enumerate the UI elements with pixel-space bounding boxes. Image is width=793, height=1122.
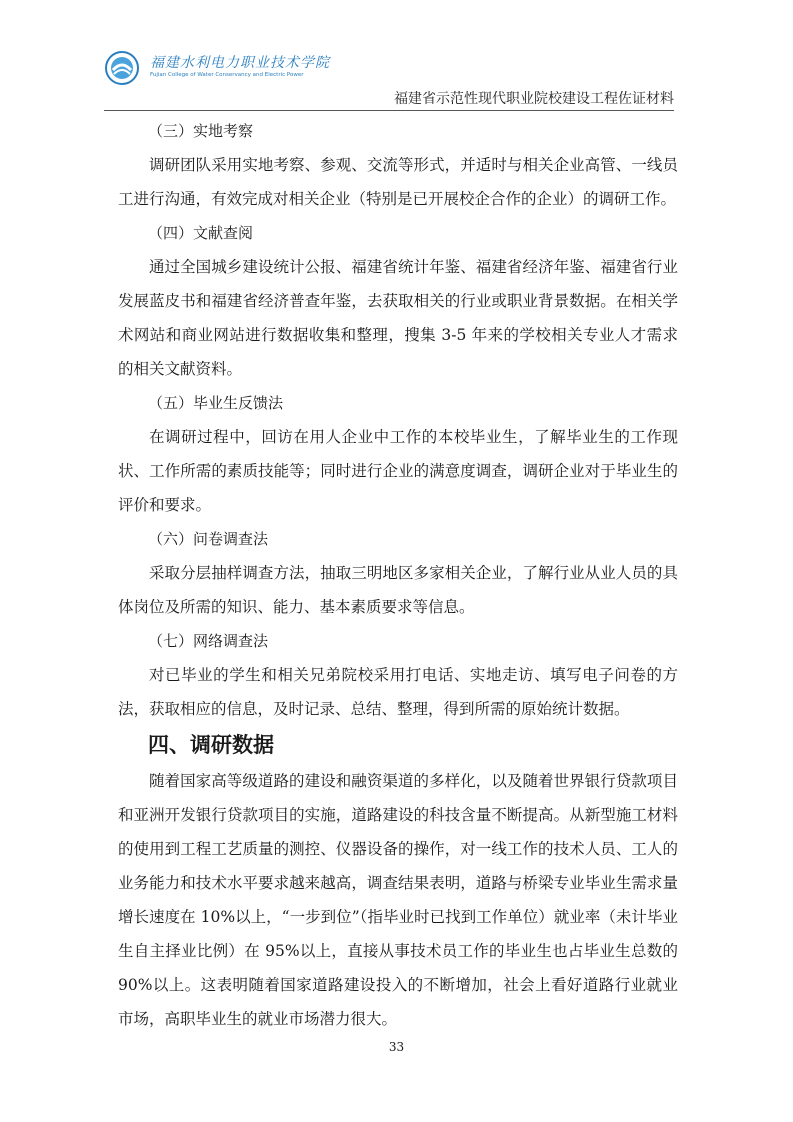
paragraph: 调研团队采用实地考察、参观、交流等形式，并适时与相关企业高管、一线员工进行沟通，有效完成对相关企业（特别是已开展校企合作的企业）的调研工作。 — [118, 156, 678, 208]
document-body — [118, 114, 678, 1036]
section-heading: 四、调研数据 — [148, 733, 274, 757]
page-header — [104, 50, 674, 110]
paragraph: 采取分层抽样调查方法，抽取三明地区多家相关企业，了解行业从业人员的具体岗位及所需的知识、能力、基本素质要求等信息。 — [118, 564, 678, 616]
subsection-heading: （七）网络调查法 — [148, 632, 269, 650]
paragraph: 对已毕业的学生和相关兄弟院校采用打电话、实地走访、填写电子问卷的方法，获取相应的信息，及时记录、总结、整理，得到所需的原始统计数据。 — [118, 666, 678, 718]
logo-text-cn: 福建水利电力职业技术学院 — [150, 55, 330, 71]
college-logo-icon — [104, 50, 140, 86]
subsection-heading: （四）文献查阅 — [148, 224, 254, 242]
subsection-heading: （三）实地考察 — [148, 122, 254, 140]
logo-text-en: Fujian College of Water Conservancy and Electric Power — [150, 72, 304, 78]
header-title: 福建省示范性现代职业院校建设工程佐证材料 — [394, 91, 674, 107]
paragraph: 在调研过程中，回访在用人企业中工作的本校毕业生，了解毕业生的工作现状、工作所需的素质技能等；同时进行企业的满意度调查，调研企业对于毕业生的评价和要求。 — [118, 428, 678, 514]
header-divider — [104, 110, 674, 111]
page-number: 33 — [388, 1040, 405, 1054]
subsection-heading: （六）问卷调查法 — [148, 530, 269, 548]
paragraph: 随着国家高等级道路的建设和融资渠道的多样化，以及随着世界银行贷款项目和亚洲开发银行贷款项目的实施，道路建设的科技含量不断提高。从新型施工材料的使用到工程工艺质量的测控、仪器设备的操作，对一线工作的技术人员、工人的业务能力和技术水平要求越来越高，调查结果表明，道路与桥梁专业毕业生需求量增长速度在 10%以上，“一步到位”（指毕业时已找到工作单位）就业率（未计毕业生自主择业比例）在 95%以上，直接从事技术员工作的毕业生也占毕业生总数的 90%以上。这表明随着国家道路建设投入的不断增加，社会上看好道路行业就业市场，高职毕业生的就业市场潜力很大。 — [118, 772, 678, 1028]
paragraph: 通过全国城乡建设统计公报、福建省统计年鉴、福建省经济年鉴、福建省行业发展蓝皮书和福建省经济普查年鉴，去获取相关的行业或职业背景数据。在相关学术网站和商业网站进行数据收集和整理，搜集 3-5 年来的学校相关专业人才需求的相关文献资料。 — [118, 258, 678, 378]
subsection-heading: （五）毕业生反馈法 — [148, 394, 284, 412]
